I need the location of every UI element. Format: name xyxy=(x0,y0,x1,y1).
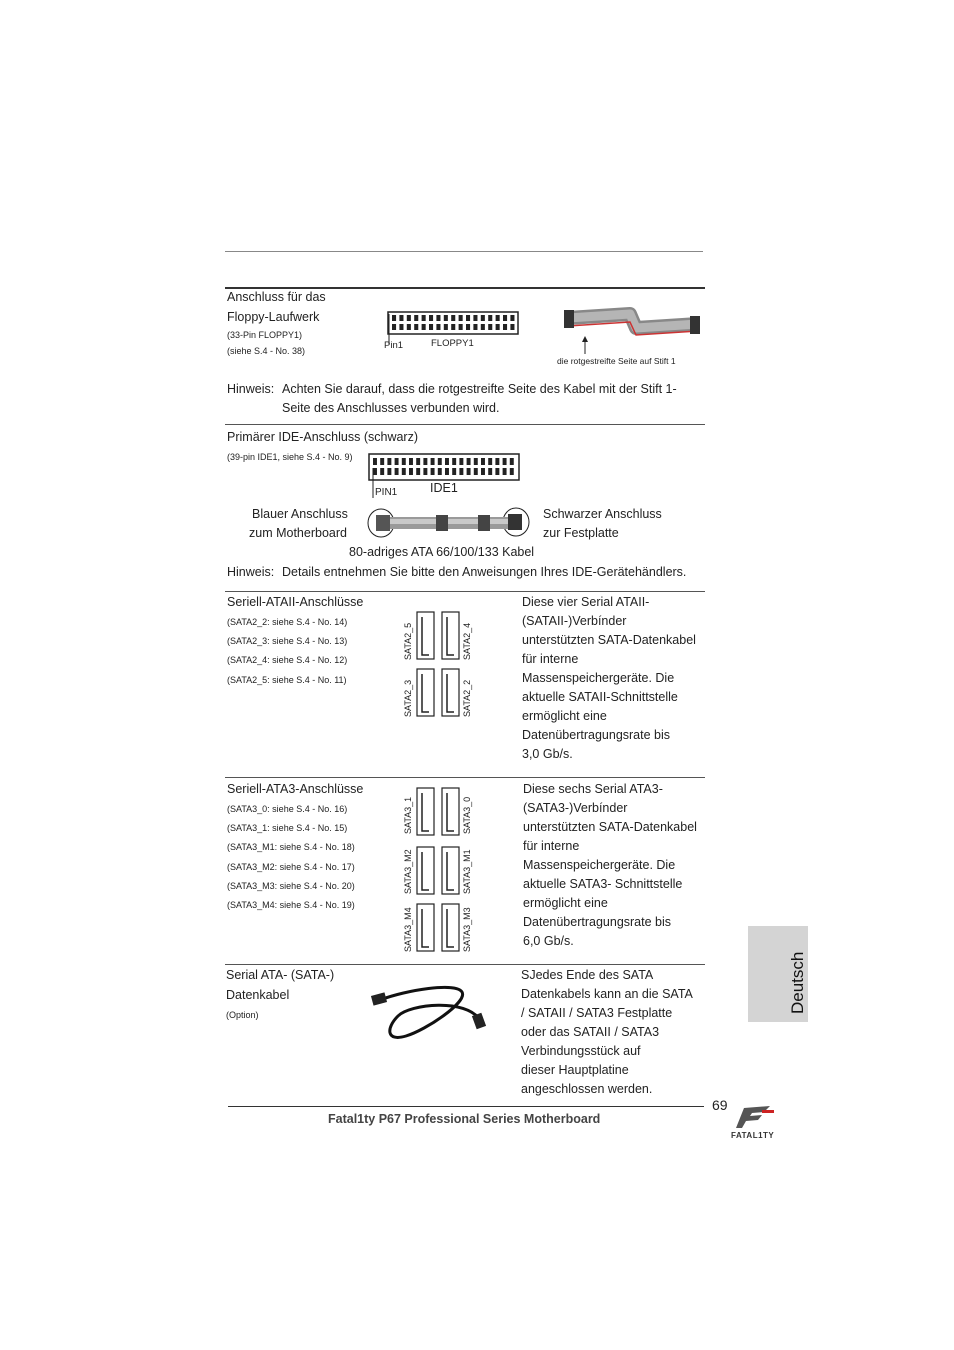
connector-pin xyxy=(503,315,507,321)
sata2-port-label: SATA2_2 xyxy=(462,679,472,717)
connector-pin xyxy=(510,315,514,321)
connector-pin xyxy=(459,324,463,330)
connector-pin xyxy=(481,468,485,475)
connector-pin xyxy=(503,468,507,475)
sata-port-icon xyxy=(416,787,436,837)
connector-pin xyxy=(416,458,420,465)
fatal1ty-logo-text: FATAL1TY xyxy=(731,1131,775,1140)
connector-pin xyxy=(423,458,427,465)
floppy-hint-line-1: Achten Sie darauf, dass die rotgestreifte Seite des Kabel mit der Stift 1- xyxy=(282,382,677,396)
connector-pin xyxy=(451,315,455,321)
cable-description: SJedes Ende des SATA Datenkabels kann an die SATA / SATAII / SATA3 Festplatte oder das SATAII / SATA3 Verbindungsstück auf dieser Hauptplatine angeschlossen werden. xyxy=(521,968,693,1096)
floppy-pin1-label: Pin1 xyxy=(384,340,404,351)
connector-pin xyxy=(459,458,463,465)
connector-pin xyxy=(510,458,514,465)
sata3-port-label: SATA3_M3 xyxy=(462,907,472,952)
connector-pin xyxy=(445,458,449,465)
connector-pin xyxy=(452,458,456,465)
connector-pin xyxy=(510,468,514,475)
sata2-port-label: SATA2_5 xyxy=(403,622,413,660)
connector-pin xyxy=(445,468,449,475)
connector-pin xyxy=(392,324,396,330)
connector-pin xyxy=(495,458,499,465)
connector-pin xyxy=(503,458,507,465)
connector-pin xyxy=(423,468,427,475)
connector-pin xyxy=(429,315,433,321)
connector-pin xyxy=(438,468,442,475)
sata-port-icon xyxy=(441,611,461,661)
connector-pin xyxy=(481,458,485,465)
connector-pin xyxy=(402,458,406,465)
connector-pin xyxy=(422,324,426,330)
connector-pin xyxy=(488,468,492,475)
connector-pin xyxy=(467,458,471,465)
sata2-note: (SATA2_2: siehe S.4 - No. 14) xyxy=(227,617,348,627)
ide-right-label-1: Schwarzer Anschluss xyxy=(543,507,662,521)
ide-cable-caption: 80-adriges ATA 66/100/133 Kabel xyxy=(349,545,535,559)
connector-pin xyxy=(414,324,418,330)
floppy-title-2: Floppy-Laufwerk xyxy=(227,310,320,324)
connector-pin xyxy=(436,324,440,330)
connector-pin xyxy=(488,458,492,465)
ide-cable-image xyxy=(366,505,532,545)
sata3-port-label: SATA3_1 xyxy=(403,796,413,834)
connector-pin xyxy=(444,315,448,321)
sata2-port-label: SATA2_4 xyxy=(462,622,472,660)
sata2-note: (SATA2_4: siehe S.4 - No. 12) xyxy=(227,655,348,665)
sata3-port-label: SATA3_0 xyxy=(462,796,472,834)
sata3-note: (SATA3_1: siehe S.4 - No. 15) xyxy=(227,823,348,833)
ide-left-label-1: Blauer Anschluss xyxy=(252,507,348,521)
connector-pin xyxy=(395,468,399,475)
connector-pin xyxy=(481,315,485,321)
connector-pin xyxy=(387,468,391,475)
sata3-title: Seriell-ATA3-Anschlüsse xyxy=(227,782,364,796)
connector-pin xyxy=(373,458,377,465)
cable-title-2: Datenkabel xyxy=(226,988,290,1002)
floppy-cable-caption: die rotgestreifte Seite auf Stift 1 xyxy=(557,356,676,366)
connector-pin xyxy=(488,324,492,330)
sata3-port-label: SATA3_M2 xyxy=(403,849,413,894)
sata3-note: (SATA3_M4: siehe S.4 - No. 19) xyxy=(227,900,355,910)
sata3-note: (SATA3_M1: siehe S.4 - No. 18) xyxy=(227,842,355,852)
floppy-cable-image xyxy=(560,304,705,360)
sata-port-icon xyxy=(441,668,461,718)
sata-cable-image xyxy=(366,980,496,1044)
sata-port-icon xyxy=(441,903,461,953)
ide-right-label-2: zur Festplatte xyxy=(543,526,619,540)
sata2-port-label: SATA2_3 xyxy=(403,679,413,717)
connector-pin xyxy=(459,468,463,475)
ide-title: Primärer IDE-Anschluss (schwarz) xyxy=(227,430,419,444)
connector-pin xyxy=(474,468,478,475)
connector-pin xyxy=(422,315,426,321)
connector-pin xyxy=(407,324,411,330)
connector-pin xyxy=(416,468,420,475)
sata2-title: Seriell-ATAII-Anschlüsse xyxy=(227,595,364,609)
connector-pin xyxy=(409,468,413,475)
connector-pin xyxy=(380,458,384,465)
connector-pin xyxy=(380,468,384,475)
floppy-hint-label: Hinweis: xyxy=(227,382,275,396)
ide-left-label-2: zum Motherboard xyxy=(249,526,347,540)
connector-pin xyxy=(438,458,442,465)
language-tab xyxy=(748,926,808,1022)
connector-pin xyxy=(431,468,435,475)
connector-pin xyxy=(481,324,485,330)
sata-port-icon xyxy=(441,846,461,896)
connector-pin xyxy=(467,468,471,475)
language-tab-label: Deutsch xyxy=(788,951,807,1014)
section-divider-4 xyxy=(225,964,705,965)
sata3-note: (SATA3_M2: siehe S.4 - No. 17) xyxy=(227,862,355,872)
section-divider-3 xyxy=(225,777,705,778)
connector-pin xyxy=(488,315,492,321)
connector-pin xyxy=(395,458,399,465)
floppy-connector-label: FLOPPY1 xyxy=(431,338,474,349)
connector-pin xyxy=(392,315,396,321)
connector-pin xyxy=(429,324,433,330)
ide-connector-label: IDE1 xyxy=(430,481,458,495)
connector-pin xyxy=(399,324,403,330)
ide-note: (39-pin IDE1, siehe S.4 - No. 9) xyxy=(227,452,353,462)
sata3-note: (SATA3_M3: siehe S.4 - No. 20) xyxy=(227,881,355,891)
connector-pin xyxy=(496,315,500,321)
connector-pin xyxy=(409,458,413,465)
connector-pin xyxy=(473,324,477,330)
sata-port-icon xyxy=(416,611,436,661)
sata3-port-label: SATA3_M1 xyxy=(462,849,472,894)
ide-hint-label: Hinweis: xyxy=(227,565,275,579)
header-rule xyxy=(225,251,703,252)
connector-pin xyxy=(452,468,456,475)
connector-pin xyxy=(503,324,507,330)
connector-pin xyxy=(373,468,377,475)
connector-pin xyxy=(387,458,391,465)
connector-pin xyxy=(431,458,435,465)
connector-pin xyxy=(466,315,470,321)
sata-port-icon xyxy=(441,787,461,837)
sata2-note: (SATA2_3: siehe S.4 - No. 13) xyxy=(227,636,348,646)
floppy-hint-line-2: Seite des Anschlusses verbunden wird. xyxy=(282,401,500,415)
connector-pin xyxy=(444,324,448,330)
page-number: 69 xyxy=(712,1097,728,1113)
connector-pin xyxy=(466,324,470,330)
connector-pin xyxy=(473,315,477,321)
sata2-note: (SATA2_5: siehe S.4 - No. 11) xyxy=(227,675,347,685)
cable-title-1: Serial ATA- (SATA-) xyxy=(226,968,335,982)
sata2-description: Diese vier Serial ATAII- (SATAII-)Verbínder unterstützten SATA-Datenkabel für interne Massenspeichergeräte. Die aktuelle SATAII-Schnittstelle ermöglicht eine Datenübertragungsrate bis 3,0 Gb/s. xyxy=(522,595,696,761)
sata3-port-label: SATA3_M4 xyxy=(403,907,413,952)
footer-rule xyxy=(228,1106,704,1107)
connector-pin xyxy=(407,315,411,321)
connector-pin xyxy=(399,315,403,321)
connector-pin xyxy=(510,324,514,330)
connector-pin xyxy=(451,324,455,330)
sata-port-icon xyxy=(416,668,436,718)
connector-pin xyxy=(402,468,406,475)
connector-pin xyxy=(495,468,499,475)
sata3-note: (SATA3_0: siehe S.4 - No. 16) xyxy=(227,804,348,814)
sata3-description: Diese sechs Serial ATA3- (SATA3-)Verbínder unterstützten SATA-Datenkabel für interne Massenspeichergeräte. Die aktuelle SATA3- Schnittstelle ermöglicht eine Datenübertragungsrate bis 6,0 Gb/s. xyxy=(523,782,697,948)
floppy-note-1: (33-Pin FLOPPY1) xyxy=(227,330,303,340)
connector-pin xyxy=(414,315,418,321)
section-divider-1 xyxy=(225,424,705,425)
floppy-note-2: (siehe S.4 - No. 38) xyxy=(227,346,306,356)
ide-pin1-label: PIN1 xyxy=(375,487,398,498)
sata-port-icon xyxy=(416,903,436,953)
connector-pin xyxy=(496,324,500,330)
floppy-title-1: Anschluss für das xyxy=(227,290,326,304)
section-divider-2 xyxy=(225,591,705,592)
connector-pin xyxy=(436,315,440,321)
cable-note: (Option) xyxy=(226,1010,259,1020)
connector-pin xyxy=(474,458,478,465)
footer-title: Fatal1ty P67 Professional Series Motherboard xyxy=(328,1112,601,1126)
sata-port-icon xyxy=(416,846,436,896)
ide-hint: Details entnehmen Sie bitte den Anweisungen Ihres IDE-Gerätehändlers. xyxy=(282,565,687,579)
connector-pin xyxy=(459,315,463,321)
